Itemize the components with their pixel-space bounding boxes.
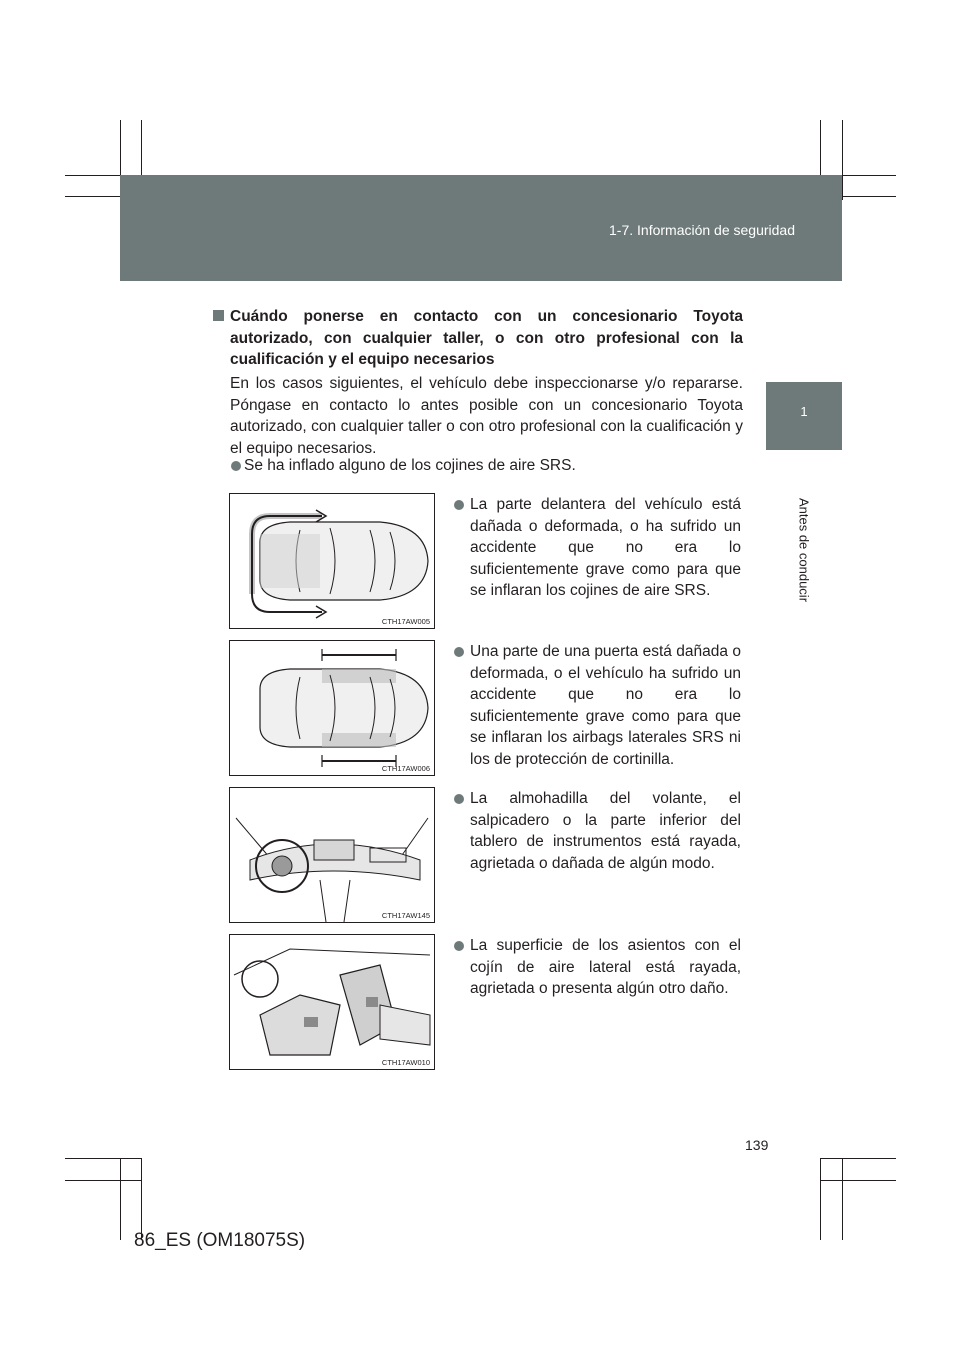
section-heading: Cuándo ponerse en contacto con un concesionario Toyota autorizado, con cualquier taller, o con otro profesional con la cualificación y el equipo necesarios: [230, 308, 743, 368]
item-front-damage: La parte delantera del vehículo está dañada o deformada, o ha sufrido un accidente que no era lo suficientemente grave como para que se inflaran los cojines de aire SRS.: [470, 496, 741, 599]
chapter-number: 1: [800, 404, 808, 419]
crop-mark: [842, 120, 843, 200]
bullet-icon: [454, 647, 464, 657]
car-top-view-icon: [230, 641, 434, 775]
chapter-tab: [766, 382, 842, 450]
figure-code: CTH17AW010: [381, 1058, 430, 1067]
bullet-icon: [454, 941, 464, 951]
item-seat-damage: La superficie de los asientos con el cojín de aire lateral está rayada, agrietada o presenta algún otro daño.: [470, 937, 741, 997]
figure-front-damage: [229, 493, 435, 629]
document-code: 86_ES (OM18075S): [134, 1230, 306, 1251]
crop-mark: [120, 1158, 121, 1240]
section-title: 1-7. Información de seguridad: [609, 222, 795, 238]
crop-mark: [842, 1158, 843, 1240]
crop-mark: [65, 1180, 141, 1181]
item-dashboard-damage: La almohadilla del volante, el salpicadero o la parte inferior del tablero de instrumentos está rayada, agrietada o dañada de algún modo.: [470, 790, 741, 872]
car-top-view-icon: [230, 494, 434, 628]
crop-mark: [65, 1158, 141, 1159]
intro-paragraph: En los casos siguientes, el vehículo debe inspeccionarse y/o repararse. Póngase en contacto lo antes posible con un concesionario Toyota autorizado, con cualquier taller o con otro profesional con la cualificación y el equipo necesarios.: [230, 375, 743, 457]
bullet-icon: [454, 500, 464, 510]
crop-mark: [141, 1158, 142, 1240]
bullet-icon: [454, 794, 464, 804]
bullet-airbags-inflated: Se ha inflado alguno de los cojines de aire SRS.: [244, 457, 576, 474]
dashboard-icon: [230, 788, 434, 922]
crop-mark: [820, 1180, 896, 1181]
seats-icon: [230, 935, 434, 1069]
figure-dashboard-damage: [229, 787, 435, 923]
figure-code: CTH17AW006: [381, 764, 430, 773]
figure-door-damage: [229, 640, 435, 776]
heading-square-icon: [213, 310, 224, 321]
chapter-label: Antes de conducir: [796, 497, 812, 603]
crop-mark: [820, 1158, 821, 1240]
figure-code: CTH17AW005: [381, 617, 430, 626]
crop-mark: [820, 1158, 896, 1159]
bullet-icon: [231, 461, 241, 471]
item-door-damage: Una parte de una puerta está dañada o deformada, o el vehículo ha sufrido un accidente que no era lo suficientemente grave como para que se inflaran los airbags laterales SRS ni los de protección de cortinilla.: [470, 643, 741, 768]
figure-seat-damage: [229, 934, 435, 1070]
page-number: 139: [745, 1137, 769, 1153]
figure-code: CTH17AW145: [381, 911, 430, 920]
